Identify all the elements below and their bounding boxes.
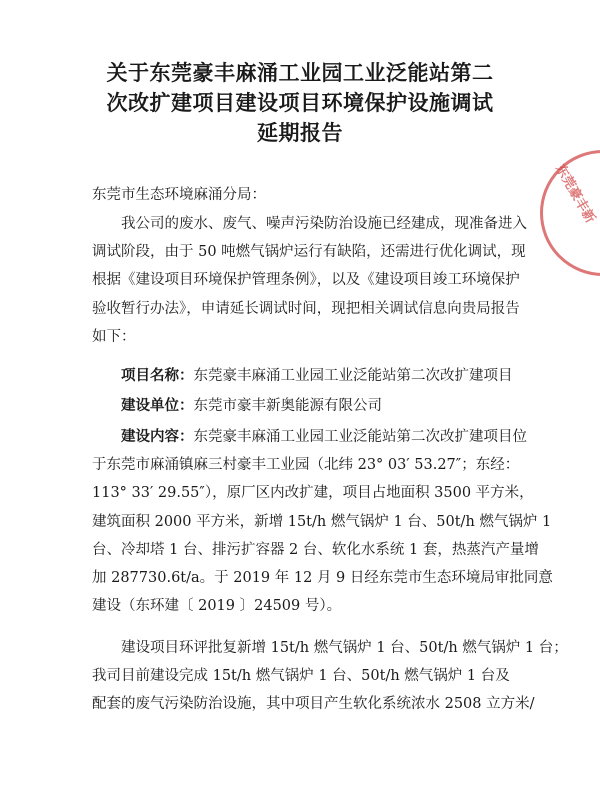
project-name-field (121, 362, 526, 390)
paragraph-approval (92, 634, 568, 719)
paragraph-line: 建筑面积 2000 平方米，新增 15t/h 燃气锅炉 1 台、50t/h 燃气锅炉 1 (92, 513, 552, 530)
builder-label: 建设单位： (121, 397, 194, 414)
paragraph-line: 验收暂行办法》，申请延长调试时间，现把相关调试信息向贵局报告 (92, 300, 520, 317)
document-title (70, 58, 530, 148)
paragraph-line: 台、冷却塔 1 台、排污扩容器 2 台、软化水系统 1 套，热蒸汽产量增 (92, 541, 539, 558)
paragraph-line: 建设（东环建〔 2019 〕24509 号）。 (92, 598, 342, 615)
seal-text: 东莞豪丰新 (552, 162, 598, 226)
paragraph-line: 113° 33′ 29.55″），原厂区内改扩建，项目占地面积 3500 平方米， (92, 485, 534, 502)
paragraph-line: 于东莞市麻涌镇麻三村豪丰工业园（北纬 23° 03′ 53.27″；东经： (92, 457, 520, 474)
builder-field (121, 392, 526, 420)
project-name-value: 东莞豪丰麻涌工业园工业泛能站第二次改扩建项目 (193, 368, 513, 384)
title-line-1: 关于东莞豪丰麻涌工业园工业泛能站第二 (106, 60, 494, 85)
project-name-label: 项目名称： (121, 367, 194, 384)
paragraph-line: 配套的废气污染防治设施，其中项目产生软化系统浓水 2508 立方米/ (92, 696, 535, 713)
paragraph-line: 调试阶段，由于 50 吨燃气锅炉运行有缺陷，还需进行优化调试，现 (92, 244, 526, 261)
paragraph-intro (92, 210, 527, 351)
builder-value: 东莞市豪丰新奥能源有限公司 (193, 398, 382, 414)
paragraph-line: 建设项目环评批复新增 15t/h 燃气锅炉 1 台、50t/h 燃气锅炉 1 台； (121, 640, 568, 656)
paragraph-content (92, 423, 553, 620)
addressee: 东莞市生态环境麻涌分局： (92, 187, 266, 203)
paragraph-line: 我司目前建设完成 15t/h 燃气锅炉 1 台、50t/h 燃气锅炉 1 台及 (92, 668, 510, 685)
content-first-line (92, 423, 527, 451)
content-first-text: 东莞豪丰麻涌工业园工业泛能站第二次改扩建项目位 (193, 429, 527, 445)
paragraph-line: 加 287730.6t/a。于 2019 年 12 月 9 日经东莞市生态环境局审批同意 (92, 570, 553, 587)
paragraph-line: 如下： (92, 328, 136, 345)
paragraph-line: 我公司的废水、废气、噪声污染防治设施已经建成，现准备进入 (121, 216, 527, 232)
title-line-3: 延期报告 (257, 120, 343, 145)
paragraph-line: 根据《建设项目环境保护管理条例》，以及《建设项目竣工环境保护 (92, 272, 520, 289)
content-label: 建设内容： (121, 428, 194, 445)
title-line-2: 次改扩建项目建设项目环境保护设施调试 (106, 90, 494, 115)
